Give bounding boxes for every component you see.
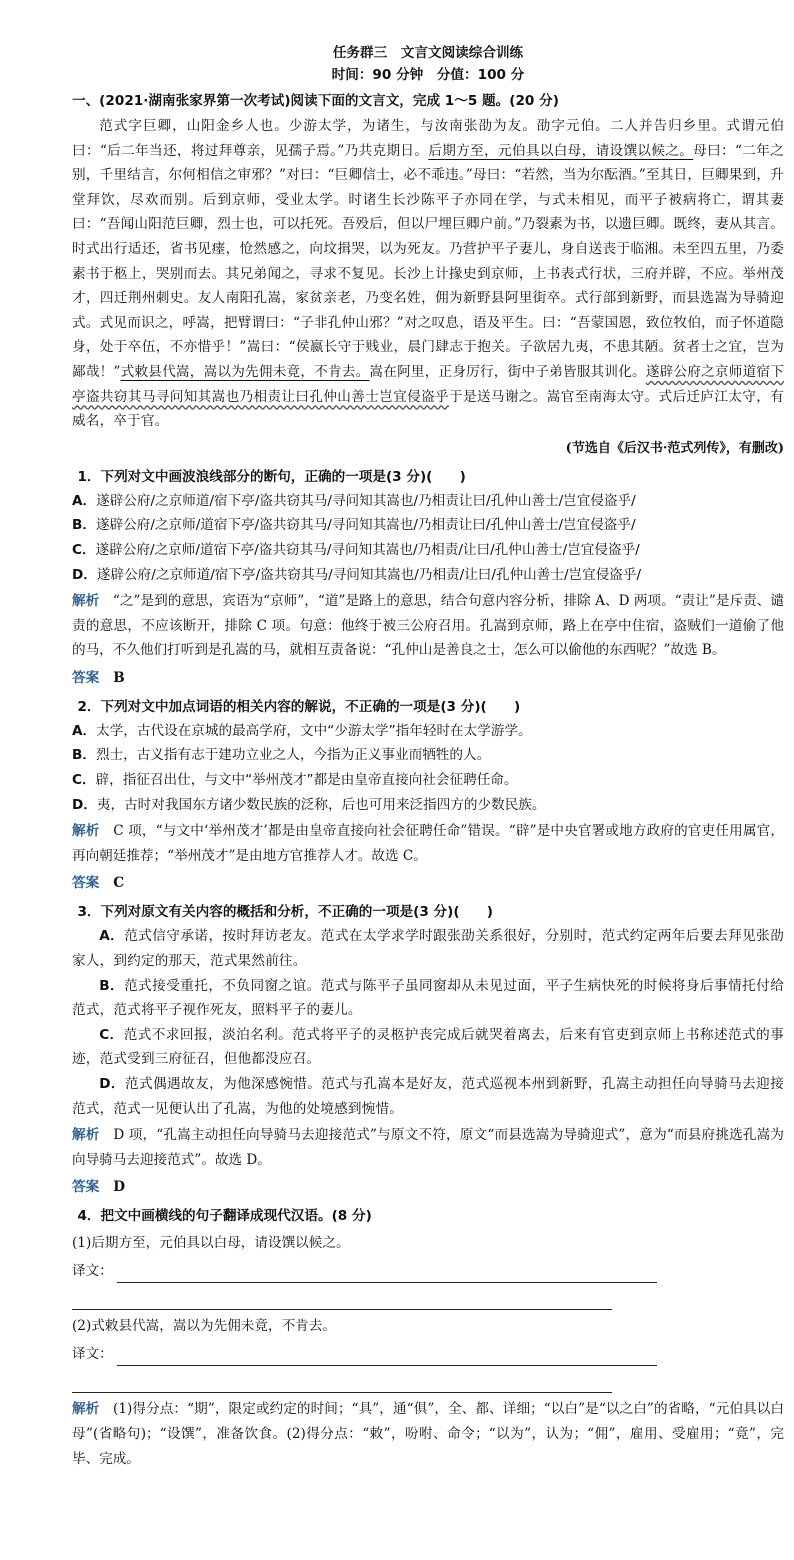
question-3-option-d: D．范式偶遇故友，为他深感惋惜。范式与孔嵩本是好友，范式巡视本州到新野，孔嵩主动担任向导骑马去迎接范式，范式一见便认出了孔嵩，为他的处境感到惋惜。 [72,1076,784,1117]
translation-label: 译文： [72,1263,113,1280]
page-subtitle: 时间：90 分钟 分值：100 分 [331,67,525,83]
question-4-sentence-2: (2)式敕县代嵩，嵩以为先佣未竟，不肯去。 [72,1318,336,1335]
question-1-answer: 答案 B [72,669,125,686]
passage-text-4: 于是送马谢之。嵩官至南海太守。式后迁庐江太守，有威名，卒于官。 [72,388,784,430]
question-3-option-c: C．范式不求回报，淡泊名利。范式将平子的灵柩护丧完成后就哭着离去，后来有官吏到京师上书称述范式的事迹，范式受到三府征召，但他都没应召。 [72,1026,784,1068]
translation-field-2[interactable] [72,1338,784,1366]
question-1-option-b: B．遂辟公府/之京师/道宿下亭/盗共窃其马/寻问知其嵩也/乃相责让曰/孔仲山善士/岂宜侵盗乎/ [72,517,636,534]
question-3-analysis: 解析 D 项，“孔嵩主动担任向导骑马去迎接范式”与原文不符，原文“而县选嵩为导骑迎式”，意为“而县府挑选孔嵩为向导骑马去迎接范式”。故选 D。 [72,1127,785,1168]
passage [72,114,784,434]
question-1-option-c: C．遂辟公府/之京师/道宿下亭/盗共窃其马/寻问知其嵩也/乃相责/让曰/孔仲山善士/岂宜侵盗乎/ [72,541,640,558]
question-2-answer: 答案 C [72,875,125,892]
question-4-stem: 4．把文中画横线的句子翻译成现代汉语。(8 分) [77,1208,372,1225]
passage-text-1: 范式字巨卿，山阳金乡人也。少游太学，为诸生，与汝南张劭为友。劭字元伯。二人并告归乡里。式谓元伯曰：“后二年当还，将过拜尊亲，见孺子焉。”乃共克期日。 [72,118,784,159]
question-2-option-a: A．太学，古代设在京城的最高学府，文中“少游太学”指年轻时在太学游学。 [72,722,532,739]
underlined-sentence-1: 后期方至，元伯具以白母，请设馔以候之。 [428,142,694,159]
section-heading: 一、(2021·湖南张家界第一次考试)阅读下面的文言文，完成 1～5 题。(20 分) [72,93,559,109]
analysis-label: 解析 [72,593,100,610]
underlined-sentence-2: 式敕县代嵩，嵩以为先佣未竟，不肯去。 [120,363,370,380]
question-3-stem: 3．下列对原文有关内容的概括和分析，不正确的一项是(3 分)( ) [77,904,493,921]
answer-blank-line[interactable] [72,1291,612,1310]
document-page [72,42,784,1471]
question-4-analysis: 解析 (1)得分点：“期”，限定或约定的时间；“具”，通“俱”，全、都、详细；“以白”是“以之白”的省略，“元伯具以白母”(省略句)；“设馔”，准备饮食。(2)得分点：“敕”，吩咐、命令；“以为”，认为；“佣”，雇用、受雇用；“竟”，完毕、完成。 [72,1401,785,1467]
question-1-option-a: A．遂辟公府/之京师道/宿下亭/盗共窃其马/寻问知其嵩也/乃相责让曰/孔仲山善士/岂宜侵盗乎/ [72,492,636,509]
answer-label: 答案 [72,1179,100,1196]
answer-label: 答案 [72,875,100,892]
analysis-label: 解析 [72,1401,100,1418]
answer-blank-line[interactable] [72,1374,612,1393]
answer-label: 答案 [72,669,100,686]
question-2-analysis: 解析 C 项，“与文中‘举州茂才’都是由皇帝直接向社会征聘任命”错误。“辟”是中央官署或地方政府的官吏任用属官，再向朝廷推荐；“举州茂才”是由地方官推荐人才。故选 C。 [72,823,784,864]
question-2-stem: 2．下列对文中加点词语的相关内容的解说，不正确的一项是(3 分)( ) [77,698,521,715]
question-3-option-b: B．范式接受重托，不负同窗之谊。范式与陈平子虽同窗却从未见过面，平子生病快死的时候将身后事情托付给范式，范式将平子视作死友，照料平子的妻儿。 [72,977,784,1019]
page-title: 任务群三 文言文阅读综合训练 [332,45,524,61]
passage-text-2: 母曰：“二年之别，千里结言，尔何相信之审邪？”对曰：“巨卿信士，必不乖违。”母曰：“若然，当为尔酝酒。”至其日，巨卿果到，升堂拜饮，尽欢而别。后到京师，受业太学。时诸生长沙陈平子亦同在学，与式未相见，而平子被病将亡，谓其妻曰：“吾闻山阳范巨卿，烈士也，可以托死。吾殁后，但以尸埋巨卿户前。”乃裂素为书，以遗巨卿。既终，妻从其言。时式出行适还，省书见瘗，怆然感之，向坟揖哭，以为死友。乃营护平子妻儿，身自送丧于临湘。未至四五里，乃委素书于柩上，哭别而去。其兄弟闻之，寻求不复见。长沙上计掾史到京师，上书表式行状，三府并辟，不应。举州茂才，四迁荆州刺史。友人南阳孔嵩，家贫亲老，乃变名姓，佣为新野县阿里街卒。式行部到新野，而县选嵩为导骑迎式。式见而识之，呼嵩，把臂谓曰：“子非孔仲山邪？”对之叹息，语及平生。曰：“吾蒙国恩，致位牧伯，而子怀道隐身，处于卒伍，不亦惜乎！”嵩曰：“侯嬴长守于贱业，晨门肆志于抱关。子欲居九夷，不患其陋。贫者士之宜，岂为鄙哉！” [72,142,784,380]
answer-blank-line[interactable] [117,1264,657,1283]
question-1-option-d: D．遂辟公府/之京师道/宿下亭/盗共窃其马/寻问知其嵩也/乃相责/让曰/孔仲山善士/岂宜侵盗乎/ [72,566,642,583]
question-2-option-b: B．烈士，古义指有志于建功立业之人，今指为正义事业而牺牲的人。 [72,747,491,764]
passage-text-3: 嵩在阿里，正身厉行，街中子弟皆服其训化。 [369,363,646,380]
question-3-option-a: A．范式信守承诺，按时拜访老友。范式在太学求学时跟张劭关系很好，分别时，范式约定两年后要去拜见张劭家人，到约定的那天，范式果然前往。 [72,928,784,970]
question-1-stem: 1．下列对文中画波浪线部分的断句，正确的一项是(3 分)( ) [77,468,466,485]
question-2-option-d: D．夷，古时对我国东方诸少数民族的泛称，后也可用来泛指四方的少数民族。 [72,796,546,813]
analysis-label: 解析 [72,1127,100,1144]
analysis-label: 解析 [72,823,100,840]
translation-field-1[interactable] [72,1255,784,1283]
wavy-underlined-text: 遂辟公府之京师道宿下亭盗共窃其马寻问知其嵩也乃相责让曰孔仲山善士岂宜侵盗乎 [72,363,785,405]
translation-label: 译文： [72,1346,113,1363]
question-4-sentence-1: (1)后期方至，元伯具以白母，请设馔以候之。 [72,1235,350,1252]
passage-source: (节选自《后汉书·范式列传》，有删改) [565,440,784,456]
question-2-option-c: C．辟，指征召出仕，与文中“举州茂才”都是由皇帝直接向社会征聘任命。 [72,772,518,789]
question-1-analysis: 解析 “之”是到的意思，宾语为“京师”，“道”是路上的意思，结合句意内容分析，排除 A、D 两项。“责让”是斥责、谴责的意思，不应该断开，排除 C 项。句意：他终于被三公府召用。孔嵩到京师，路上在亭中住宿，盗贼们一道偷了他的马，不久他们打听到是孔嵩的马，就相互责备说：“孔仲山是善良之士，怎么可以偷他的东西呢？”故选 B。 [72,593,784,659]
question-3-answer: 答案 D [72,1179,125,1196]
answer-blank-line[interactable] [117,1347,657,1366]
